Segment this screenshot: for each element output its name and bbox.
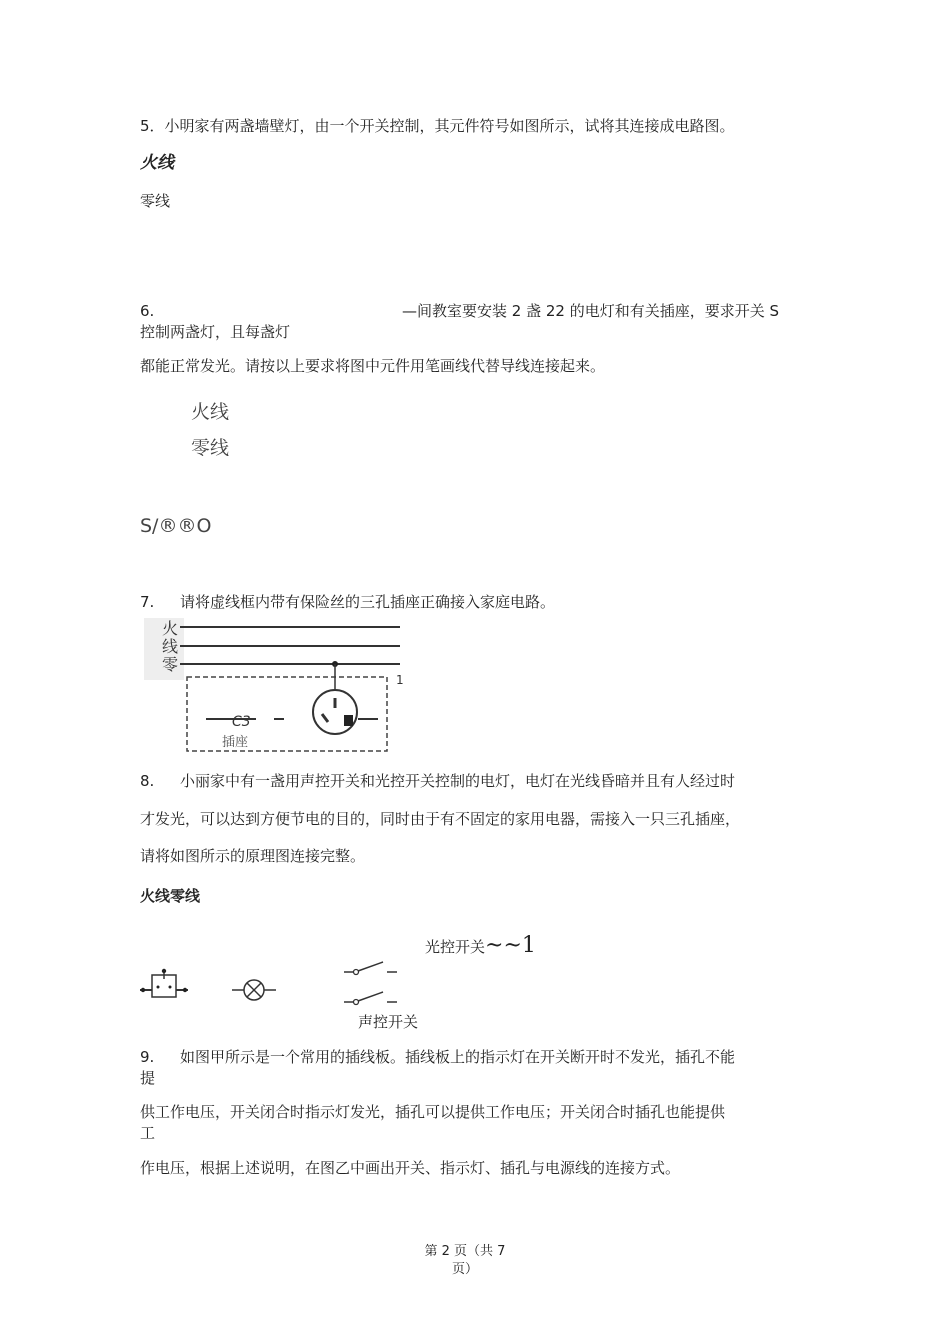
q8-light-switch-blade bbox=[358, 962, 383, 971]
q8-sound-switch-contact bbox=[354, 1000, 359, 1005]
page-footer bbox=[410, 1243, 520, 1279]
q8-number: 8. bbox=[140, 772, 155, 790]
q5-text: 5．小明家有两盏墙壁灯，由一个开关控制，其元件符号如图所示，试将其连接成电路图。 bbox=[140, 117, 735, 135]
q8-light-switch-contact bbox=[354, 970, 359, 975]
q7-fig-live: 火 bbox=[162, 619, 179, 638]
q6-live-label: 火线 bbox=[191, 401, 230, 423]
q8-sound-switch-blade bbox=[358, 992, 383, 1001]
q8-text-a: 小丽家中有一盏用声控开关和光控开关控制的电灯，电灯在光线昏暗并且有人经过时 bbox=[180, 772, 736, 790]
q7-socket-icon bbox=[313, 690, 357, 734]
q7-socket-label: 插座 bbox=[222, 735, 249, 750]
q7-fig-line: 线 bbox=[162, 637, 179, 656]
q8-light-switch-suffix: ~~1 bbox=[485, 933, 536, 958]
footer-line-1: 第 2 页（共 7 bbox=[424, 1244, 506, 1259]
q6-neutral-label: 零线 bbox=[191, 437, 230, 459]
q7-socket-pin-right bbox=[344, 715, 353, 726]
q5-neutral-label: 零线 bbox=[140, 192, 171, 210]
q8-socket-left-pin bbox=[141, 988, 145, 992]
q8-light-switch-text: 光控开关 bbox=[425, 938, 486, 956]
q9-text-c: 作电压，根据上述说明，在图乙中画出开关、指示灯、插孔与电源线的连接方式。 bbox=[140, 1159, 681, 1177]
q7-number: 7. bbox=[140, 593, 155, 611]
q8-socket-top-pin bbox=[162, 969, 166, 973]
q6-symbols: S/®®O bbox=[140, 515, 212, 537]
q7-ground-mark: 1 bbox=[396, 673, 404, 687]
q5-live-label: 火线 bbox=[140, 153, 174, 173]
q6-text-c: 都能正常发光。请按以上要求将图中元件用笔画线代替导线连接起来。 bbox=[140, 357, 606, 375]
q8-components-figure bbox=[140, 965, 420, 1015]
q6-number: 6. bbox=[140, 302, 155, 320]
q8-light-switch-label bbox=[425, 933, 536, 958]
q7-circuit-figure bbox=[140, 614, 420, 756]
q9-text-a: 如图甲所示是一个常用的插线板。插线板上的指示灯在开关断开时不发光，插孔不能 bbox=[180, 1048, 736, 1066]
q8-socket-right-pin bbox=[183, 988, 187, 992]
q8-text-c: 请将如图所示的原理图连接完整。 bbox=[140, 847, 366, 865]
q8-socket-hole-1 bbox=[157, 986, 160, 989]
q9-text-b: 供工作电压，开关闭合时指示灯发光，插孔可以提供工作电压；开关闭合时插孔也能提供 bbox=[140, 1103, 726, 1121]
q9-text-a-wrap: 提 bbox=[140, 1069, 156, 1087]
footer-line-2: 页） bbox=[451, 1262, 478, 1277]
q8-sound-switch-label: 声控开关 bbox=[358, 1013, 419, 1031]
q9-text-b-wrap: 工 bbox=[140, 1124, 156, 1142]
q7-text: 请将虚线框内带有保险丝的三孔插座正确接入家庭电路。 bbox=[180, 593, 556, 611]
q8-line-labels: 火线零线 bbox=[140, 887, 201, 905]
q9-number: 9. bbox=[140, 1048, 155, 1066]
q7-fig-neutral: 零 bbox=[162, 655, 179, 674]
q7-fuse-label: C3 bbox=[232, 714, 251, 730]
q6-text-a: —间教室要安装 2 盏 22 的电灯和有关插座，要求开关 S bbox=[402, 302, 779, 320]
q6-text-b: 控制两盏灯，且每盏灯 bbox=[140, 323, 291, 341]
q8-text-b: 才发光，可以达到方便节电的目的，同时由于有不固定的家用电器，需接入一只三孔插座， bbox=[140, 810, 741, 828]
q8-socket-hole-2 bbox=[169, 986, 172, 989]
